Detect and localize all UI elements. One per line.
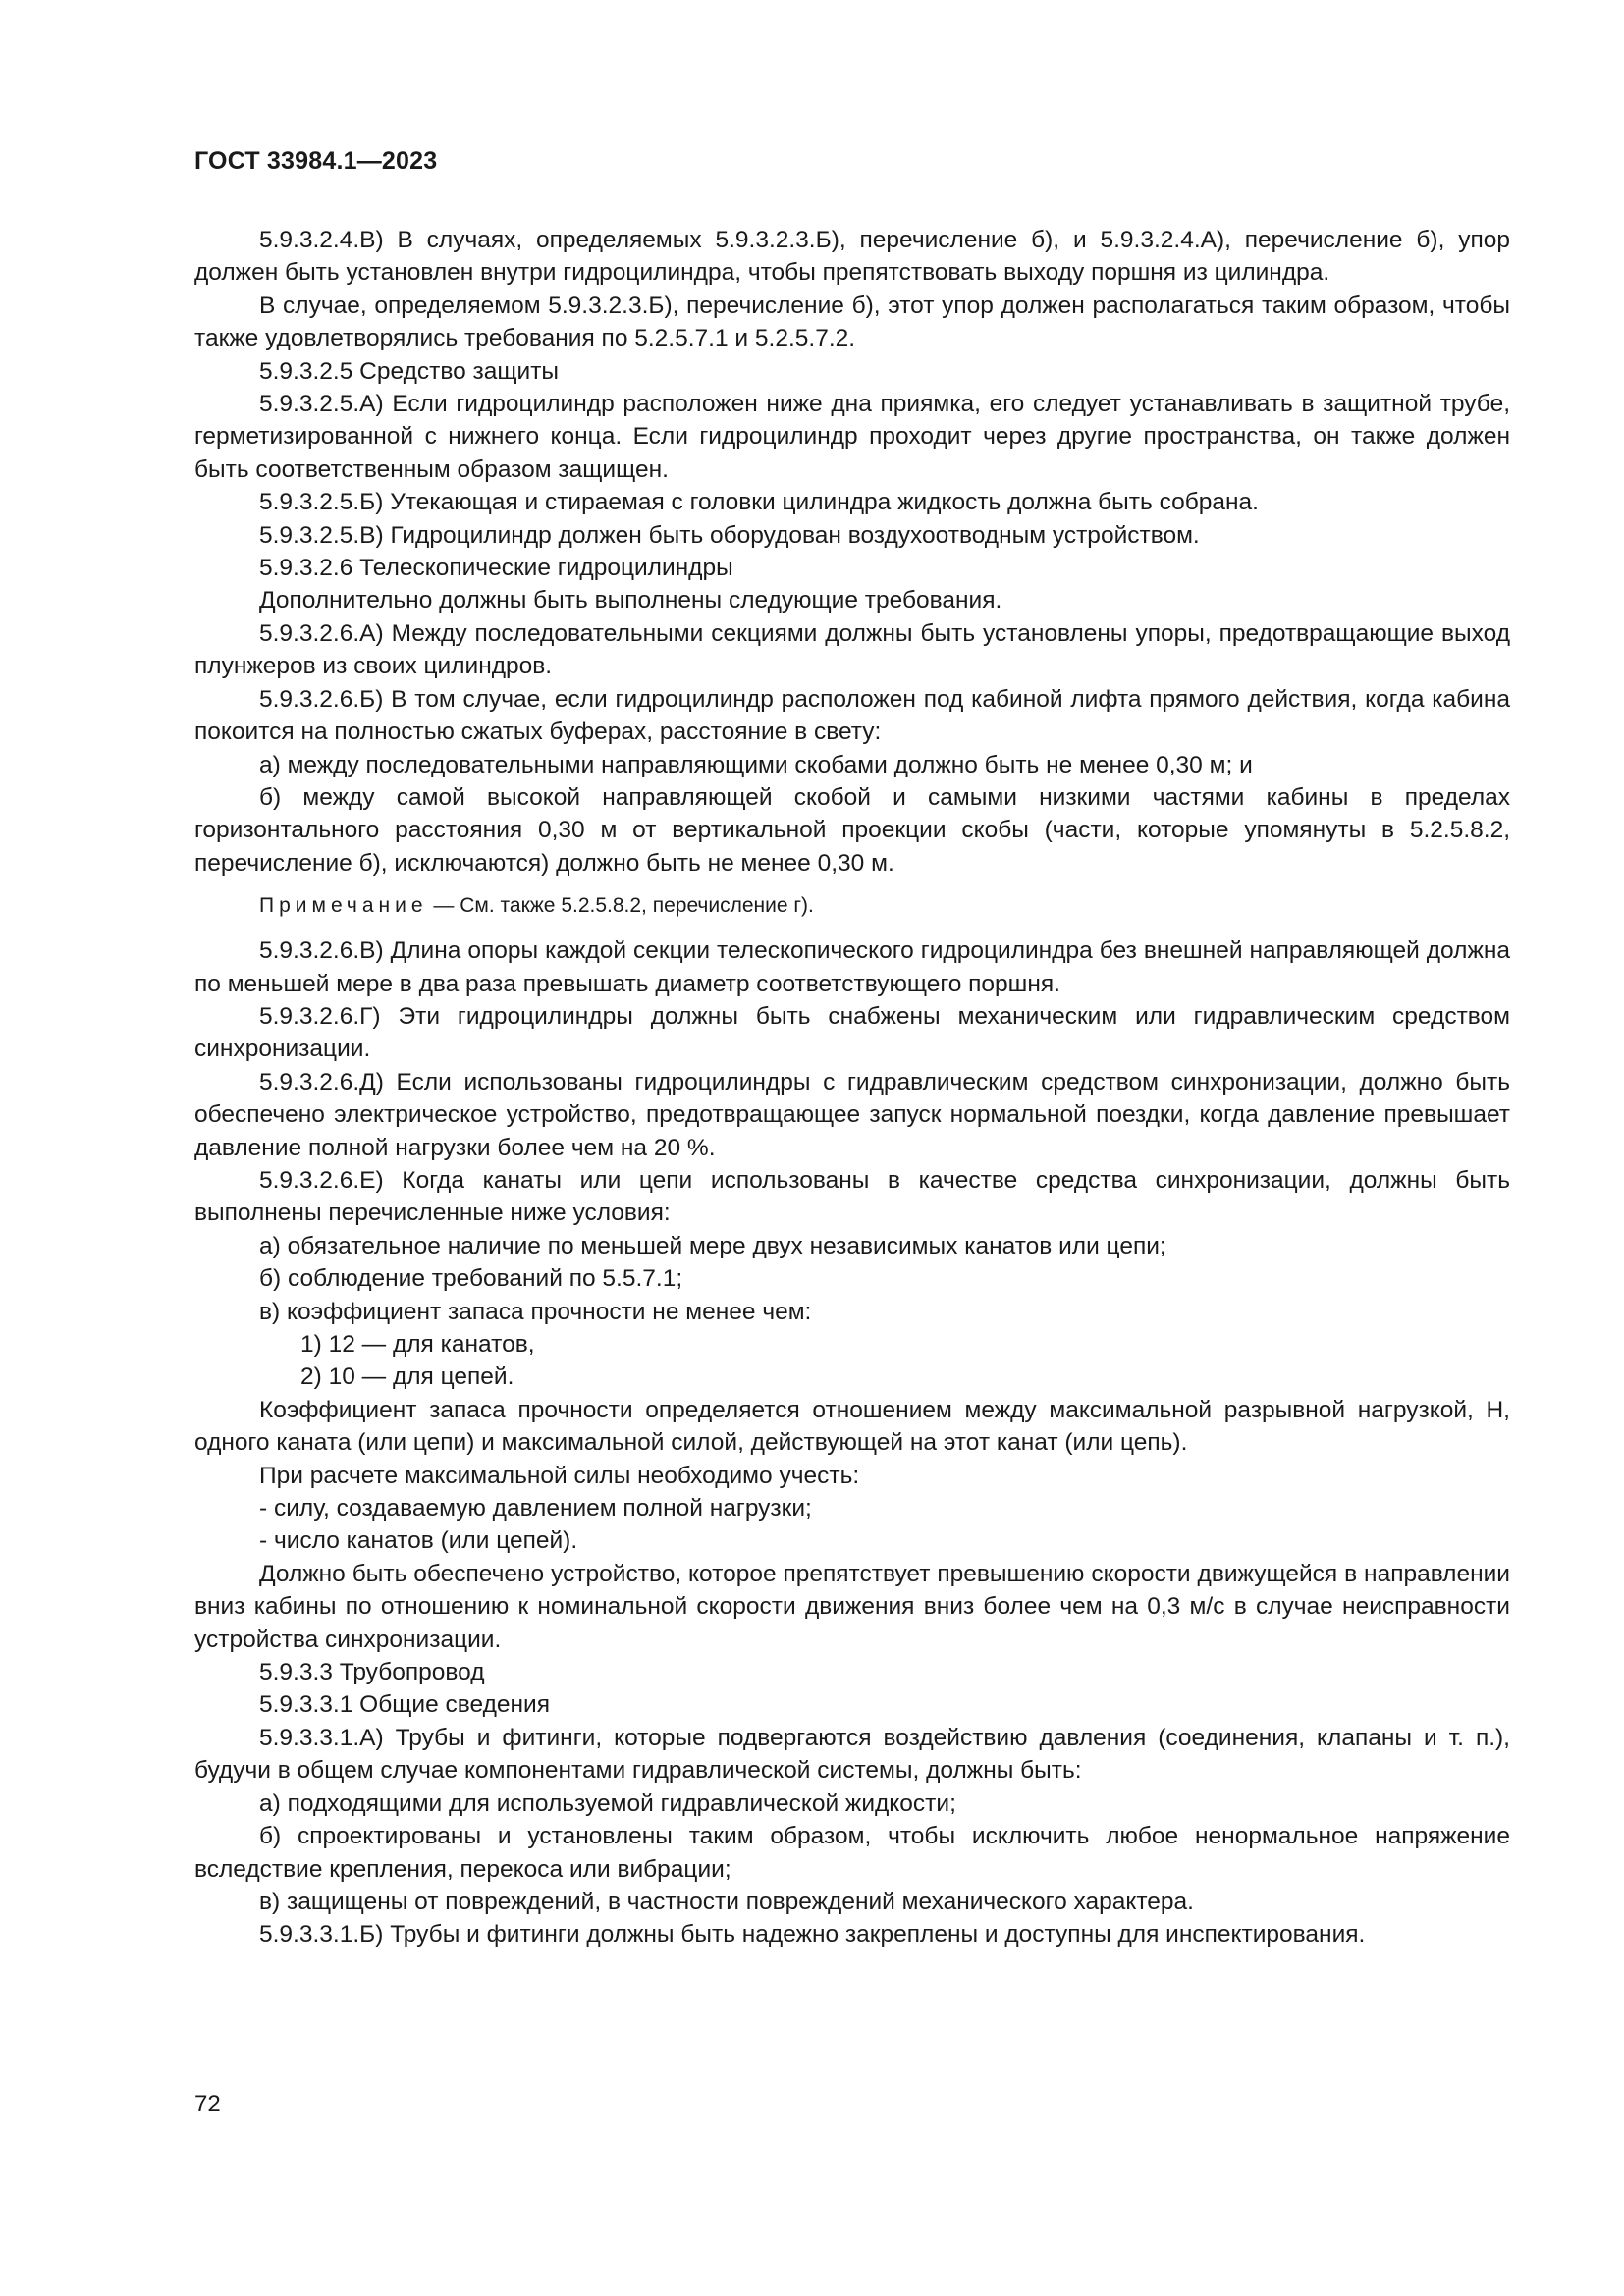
list-item: а) между последовательными направляющими скобами должно быть не менее 0,30 м; и xyxy=(259,751,1253,778)
paragraph: 5.9.3.2.6.Г) Эти гидроцилиндры должны быть снабжены механическим или гидравлическим средством синхронизации. xyxy=(194,1002,1510,1063)
page-number: 72 xyxy=(194,2091,221,2117)
note xyxy=(194,891,1510,921)
paragraph: 5.9.3.2.6.Е) Когда канаты или цепи использованы в качестве средства синхронизации, должны быть выполнены перечисленные ниже условия: xyxy=(194,1166,1510,1227)
paragraph: 5.9.3.2.6.Б) В том случае, если гидроцилиндр расположен под кабиной лифта прямого действия, когда кабина покоится на полностью сжатых буферах, расстояние в свету: xyxy=(194,685,1510,746)
paragraph: Должно быть обеспечено устройство, которое препятствует превышению скорости движущейся в направлении вниз кабины по отношению к номинальной скорости движения вниз более чем на 0,3 м/с в случае неисправности устройства синхронизации. xyxy=(194,1560,1510,1653)
list-item: а) обязательное наличие по меньшей мере двух независимых канатов или цепи; xyxy=(259,1232,1166,1259)
sub-list-item: 1) 12 — для канатов, xyxy=(300,1331,535,1358)
list-item: а) подходящими для используемой гидравлической жидкости; xyxy=(259,1789,956,1817)
paragraph: 5.9.3.3.1.А) Трубы и фитинги, которые подвергаются воздействию давления (соединения, клапаны и т. п.), будучи в общем случае компонентами гидравлической системы, должны быть: xyxy=(194,1724,1510,1785)
paragraph: 5.9.3.2.6.Д) Если использованы гидроцилиндры с гидравлическим средством синхронизации, должно быть обеспечено электрическое устройство, предотвращающее запуск нормальной поездки, когда давление превышает давление полной нагрузки более чем на 20 %. xyxy=(194,1068,1510,1161)
paragraph: 5.9.3.2.6.А) Между последовательными секциями должны быть установлены упоры, предотвращающие выход плунжеров из своих цилиндров. xyxy=(194,619,1510,680)
section-heading: 5.9.3.3 Трубопровод xyxy=(259,1659,485,1686)
paragraph: 5.9.3.2.5.А) Если гидроцилиндр расположен ниже дна приямка, его следует устанавливать в защитной трубе, герметизированной с нижнего конца. Если гидроцилиндр проходит через другие пространства, он также должен быть соответственным образом защищен. xyxy=(194,391,1510,483)
paragraph: При расчете максимальной силы необходимо учесть: xyxy=(259,1462,860,1489)
document-header: ГОСТ 33984.1—2023 xyxy=(194,147,438,175)
list-item: в) коэффициент запаса прочности не менее чем: xyxy=(259,1298,812,1325)
list-item: б) спроектированы и установлены таким образом, чтобы исключить любое ненормальное напряжение вследствие крепления, перекоса или вибрации; xyxy=(194,1823,1510,1883)
sub-list-item: 2) 10 — для цепей. xyxy=(300,1363,514,1391)
list-item: в) защищены от повреждений, в частности повреждений механического характера. xyxy=(259,1888,1194,1915)
list-item: - силу, создаваемую давлением полной нагрузки; xyxy=(259,1495,812,1522)
paragraph: 5.9.3.2.6.В) Длина опоры каждой секции телескопического гидроцилиндра без внешней направляющей должна по меньшей мере в два раза превышать диаметр соответствующего поршня. xyxy=(194,937,1510,997)
section-heading: 5.9.3.2.5 Средство защиты xyxy=(259,357,560,385)
list-item: б) соблюдение требований по 5.5.7.1; xyxy=(259,1265,683,1293)
list-item: - число канатов (или цепей). xyxy=(259,1527,578,1555)
section-heading: 5.9.3.3.1 Общие сведения xyxy=(259,1691,551,1719)
paragraph: 5.9.3.2.5.Б) Утекающая и стираемая с головки цилиндра жидкость должна быть собрана. xyxy=(259,489,1259,516)
list-item: б) между самой высокой направляющей скобой и самыми низкими частями кабины в пределах горизонтального расстояния 0,30 м от вертикальной проекции скобы (части, которые упомянуты в 5.2.5.8.2, перечисление б), исключаются) должно быть не менее 0,30 м. xyxy=(194,783,1510,877)
paragraph: 5.9.3.3.1.Б) Трубы и фитинги должны быть надежно закреплены и доступны для инспектирования. xyxy=(259,1921,1366,1949)
paragraph: Коэффициент запаса прочности определяется отношением между максимальной разрывной нагрузкой, Н, одного каната (или цепи) и максимальной силой, действующей на этот канат (или цепь). xyxy=(194,1396,1510,1457)
note-label: Примечание xyxy=(259,894,428,918)
paragraph: 5.9.3.2.5.В) Гидроцилиндр должен быть оборудован воздухоотводным устройством. xyxy=(259,521,1200,549)
note-text: — См. также 5.2.5.8.2, перечисление г). xyxy=(427,894,814,918)
section-heading: 5.9.3.2.6 Телескопические гидроцилиндры xyxy=(259,555,733,582)
document-body xyxy=(194,224,1510,1951)
paragraph: 5.9.3.2.4.В) В случаях, определяемых 5.9.3.2.3.Б), перечисление б), и 5.9.3.2.4.А), перечисление б), упор должен быть установлен внутри гидроцилиндра, чтобы препятствовать выходу поршня из цилиндра. xyxy=(194,227,1510,287)
paragraph: В случае, определяемом 5.9.3.2.3.Б), перечисление б), этот упор должен располагаться таким образом, чтобы также удовлетворялись требования по 5.2.5.7.1 и 5.2.5.7.2. xyxy=(194,292,1510,352)
paragraph: Дополнительно должны быть выполнены следующие требования. xyxy=(259,587,1002,614)
